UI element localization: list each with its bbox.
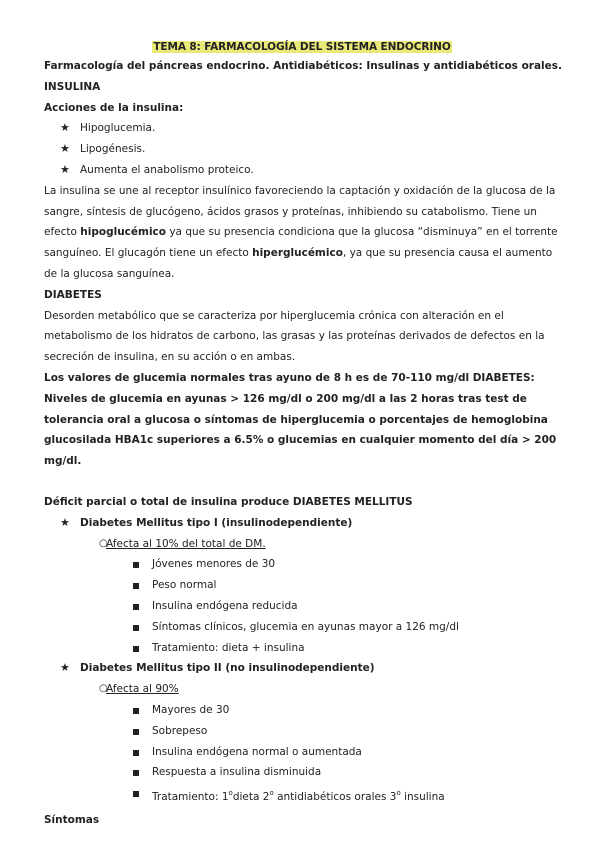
star-bullet-icon: ★ (60, 661, 70, 675)
sintomas-heading: Síntomas (44, 813, 100, 826)
list-item: Jóvenes menores de 30 (44, 554, 560, 575)
list-item: Insulina endógena reducida (44, 596, 560, 617)
square-bullet-icon (133, 583, 139, 589)
list-item: Respuesta a insulina disminuida (44, 762, 560, 783)
square-bullet-icon (133, 625, 139, 631)
diabetes-heading: DIABETES (44, 288, 102, 301)
diabetes-paragraph: Desorden metabólico que se caracteriza por hiperglucemia crónica con alteración en el metabolismo de los hidratos de carbono, las grasas y las proteínas derivados de defectos en la secreción de insulina, en su acción o en ambas. (44, 309, 545, 364)
square-bullet-icon (133, 646, 139, 652)
list-item: ★ Lipogénesis. (44, 139, 560, 160)
square-bullet-icon (133, 729, 139, 735)
star-bullet-icon: ★ (60, 121, 70, 135)
square-bullet-icon (133, 562, 139, 568)
list-item: Insulina endógena normal o aumentada (44, 742, 560, 763)
deficit-heading: Déficit parcial o total de insulina produce DIABETES MELLITUS (44, 495, 413, 508)
list-item: Tratamiento: dieta + insulina (44, 638, 560, 659)
star-bullet-icon: ★ (60, 142, 70, 156)
square-bullet-icon (133, 604, 139, 610)
list-item: Sobrepeso (44, 721, 560, 742)
square-bullet-icon (133, 708, 139, 714)
tipo1-sub: ○ Afecta al 10% del total de DM. (44, 534, 560, 555)
tipo2-sub: ○ Afecta al 90% (44, 679, 560, 700)
list-item: Mayores de 30 (44, 700, 560, 721)
title-row (44, 38, 560, 56)
subtitle: Farmacología del páncreas endocrino. Antidiabéticos: Insulinas y antidiabéticos orales. (44, 60, 563, 72)
tipo2-item: ★ Diabetes Mellitus tipo II (no insulinodependiente) (44, 658, 560, 679)
page-title: TEMA 8: FARMACOLOGÍA DEL SISTEMA ENDOCRINO (153, 41, 451, 53)
acciones-heading: Acciones de la insulina: (44, 101, 184, 114)
glucemia-paragraph: Los valores de glucemia normales tras ayuno de 8 h es de 70-110 mg/dl DIABETES: Niveles de glucemia en ayunas > 126 mg/dl o 200 mg/dl a las 2 horas tras test de tolerancia oral a glucosa o síntomas de hiperglucemia o porcentajes de hemoglobina glucosilada HBA1c superiores a 6.5% o glucemias en cualquier momento del día > 200 mg/dl. (44, 371, 557, 468)
insulina-paragraph: La insulina se une al receptor insulínico favoreciendo la captación y oxidación de la glucosa de la sangre, síntesis de glucógeno, ácidos grasos y proteínas, inhibiendo su catabolismo. Tiene un efecto hipoglucémico ya que su presencia condiciona que la glucosa “disminuya” en el torrente sanguíneo. El glucagón tiene un efecto hiperglucémico, ya que su presencia causa el aumento de la glucosa sanguínea. (44, 184, 558, 280)
document-page (44, 38, 563, 831)
circle-bullet-icon: ○ (99, 537, 108, 549)
list-item: ★ Hipoglucemia. (44, 118, 560, 139)
list-item: Peso normal (44, 575, 560, 596)
star-bullet-icon: ★ (60, 515, 70, 529)
square-bullet-icon (133, 791, 139, 797)
circle-bullet-icon: ○ (99, 683, 108, 695)
tipo1-item: ★ Diabetes Mellitus tipo I (insulinodependiente) (44, 513, 560, 534)
treatment-item: Tratamiento: 1$^o$dieta 2$^o$ antidiabéticos orales 3$^o$ insulina (44, 783, 560, 808)
list-item: Síntomas clínicos, glucemia en ayunas mayor a 126 mg/dl (44, 617, 560, 638)
square-bullet-icon (133, 770, 139, 776)
square-bullet-icon (133, 750, 139, 756)
insulina-heading: INSULINA (44, 80, 101, 93)
star-bullet-icon: ★ (60, 162, 70, 176)
list-item: ★ Aumenta el anabolismo proteico. (44, 160, 560, 181)
